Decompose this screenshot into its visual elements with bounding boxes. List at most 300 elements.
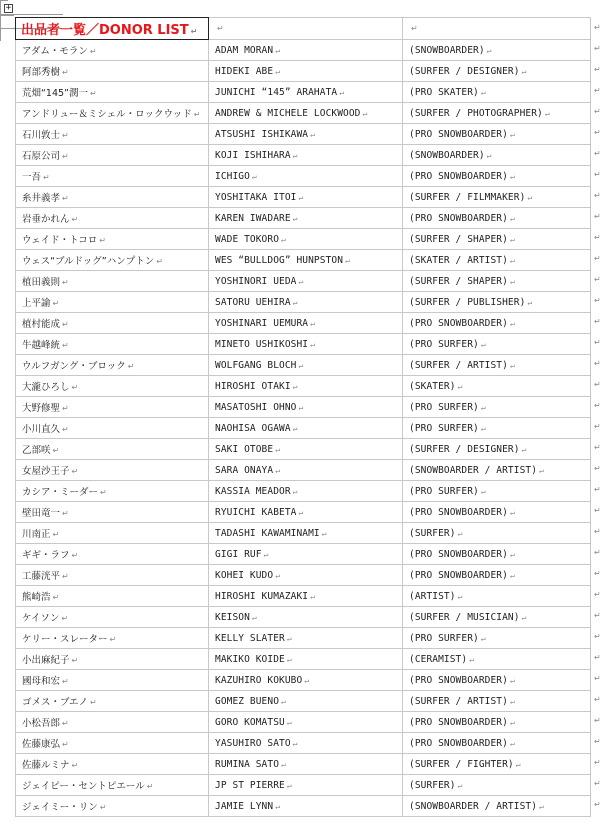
- donor-name-en-text: WES “BULLDOG” HUNPSTON: [215, 254, 344, 266]
- crop-mark-top-left: [0, 0, 8, 1]
- paragraph-mark-icon: ↵: [345, 255, 350, 265]
- donor-role-cell[interactable]: [403, 649, 591, 670]
- donor-name-jp-text: ゴメス・ブエノ: [22, 697, 89, 708]
- donor-name-en-cell[interactable]: [209, 586, 403, 607]
- donor-name-en-cell[interactable]: [209, 460, 403, 481]
- donor-role-cell[interactable]: [403, 250, 591, 271]
- donor-role-cell[interactable]: [403, 145, 591, 166]
- donor-role-cell[interactable]: [403, 670, 591, 691]
- donor-name-jp-text: 小出麻紀子: [22, 655, 70, 666]
- paragraph-mark-icon: ↵: [286, 717, 292, 727]
- donor-name-en-cell[interactable]: [209, 334, 403, 355]
- donor-role-text: (PRO SNOWBOARDER): [409, 212, 508, 224]
- paragraph-mark-icon: ↵: [310, 591, 316, 601]
- donor-name-jp-cell[interactable]: [16, 439, 209, 460]
- donor-role-text: (PRO SKATER): [409, 86, 479, 98]
- donor-role-cell[interactable]: [403, 229, 591, 250]
- row-end-mark-icon: ↵: [594, 611, 601, 620]
- paragraph-mark-icon: ↵: [509, 507, 515, 517]
- donor-role-cell[interactable]: [403, 418, 591, 439]
- donor-name-en-text: ANDREW & MICHELE LOCKWOOD: [215, 107, 361, 119]
- paragraph-mark-icon: ↵: [509, 171, 515, 181]
- table-row: [16, 418, 591, 439]
- donor-role-cell[interactable]: [403, 397, 591, 418]
- paragraph-mark-icon: ↵: [71, 215, 79, 224]
- donor-name-jp-text: 川南正: [22, 529, 51, 540]
- donor-name-en-text: WADE TOKORO: [215, 233, 280, 245]
- donor-name-en-text: KAZUHIRO KOKUBO: [215, 674, 303, 686]
- donor-name-en-text: GIGI RUF: [215, 548, 262, 560]
- donor-name-jp-cell[interactable]: [16, 61, 209, 82]
- paragraph-mark-icon: ↵: [71, 761, 79, 770]
- paragraph-mark-icon: ↵: [521, 66, 527, 76]
- paragraph-mark-icon: ↵: [62, 131, 69, 140]
- donor-name-en-text: MINETO USHIKOSHI: [215, 338, 309, 350]
- donor-name-jp-cell[interactable]: [16, 229, 209, 250]
- paragraph-mark-icon: ↵: [480, 402, 486, 412]
- donor-name-en-cell[interactable]: [209, 166, 403, 187]
- donor-name-jp-text: 乙部咲: [22, 445, 51, 456]
- donor-name-en-cell[interactable]: [209, 418, 403, 439]
- donor-role-cell[interactable]: [403, 208, 591, 229]
- paragraph-mark-icon: ↵: [292, 297, 298, 307]
- table-row: [16, 166, 591, 187]
- donor-name-jp-cell[interactable]: [16, 565, 209, 586]
- donor-name-en-text: KOHEI KUDO: [215, 569, 274, 581]
- table-row: [16, 628, 591, 649]
- donor-name-en-cell[interactable]: [209, 355, 403, 376]
- table-move-handle-icon[interactable]: +: [5, 3, 12, 13]
- row-end-mark-icon: ↵: [594, 422, 601, 431]
- donor-name-jp-cell[interactable]: [16, 418, 209, 439]
- donor-name-jp-cell[interactable]: [16, 628, 209, 649]
- paragraph-mark-icon: ↵: [62, 404, 69, 413]
- donor-name-jp-text: 佐藤康弘: [22, 739, 61, 750]
- donor-role-cell[interactable]: [403, 796, 591, 817]
- donor-name-jp-cell[interactable]: [16, 166, 209, 187]
- donor-role-cell[interactable]: [403, 481, 591, 502]
- donor-name-jp-text: アダム・モラン: [22, 46, 88, 57]
- donor-name-jp-text: ギギ・ラフ: [22, 550, 70, 561]
- donor-name-jp-cell[interactable]: [16, 82, 209, 103]
- donor-name-jp-cell[interactable]: [16, 607, 209, 628]
- donor-name-en-cell[interactable]: [209, 250, 403, 271]
- donor-name-en-text: WOLFGANG BLOCH: [215, 359, 297, 371]
- donor-name-jp-text: 大瀧ひろし: [22, 382, 70, 393]
- donor-role-cell[interactable]: [403, 565, 591, 586]
- donor-role-text: (PRO SURFER): [409, 338, 479, 350]
- donor-table-body: [16, 18, 591, 817]
- row-end-mark-icon: ↵: [594, 548, 601, 557]
- donor-name-en-cell[interactable]: [209, 229, 403, 250]
- paragraph-mark-icon: ↵: [509, 738, 515, 748]
- table-row: [16, 796, 591, 817]
- donor-name-en-text: YOSHINARI UEMURA: [215, 317, 309, 329]
- donor-role-text: (SURFER / FILMMAKER): [409, 191, 526, 203]
- row-end-mark-icon: ↵: [594, 233, 601, 242]
- paragraph-mark-icon: ↵: [509, 255, 515, 265]
- paragraph-mark-icon: ↵: [263, 549, 269, 559]
- donor-role-cell[interactable]: [403, 775, 591, 796]
- donor-name-en-cell[interactable]: [209, 103, 403, 124]
- donor-name-jp-cell[interactable]: [16, 313, 209, 334]
- donor-name-jp-text: ジェイミー・リン: [22, 802, 98, 813]
- donor-role-cell[interactable]: [403, 502, 591, 523]
- paragraph-mark-icon: ↵: [281, 234, 286, 244]
- donor-name-en-cell[interactable]: [209, 544, 403, 565]
- donor-name-en-cell[interactable]: [209, 502, 403, 523]
- paragraph-mark-icon: ↵: [190, 27, 198, 36]
- donor-name-en-cell[interactable]: [209, 670, 403, 691]
- donor-name-en-text: KEISON: [215, 611, 250, 623]
- donor-name-en-cell[interactable]: [209, 691, 403, 712]
- donor-name-jp-cell[interactable]: [16, 691, 209, 712]
- donor-name-jp-cell[interactable]: [16, 649, 209, 670]
- donor-name-en-text: KASSIA MEADOR: [215, 485, 291, 497]
- paragraph-mark-icon: ↵: [286, 654, 292, 664]
- donor-name-jp-text: カシア・ミーダー: [22, 487, 99, 498]
- paragraph-mark-icon: ↵: [515, 759, 521, 769]
- donor-role-cell[interactable]: [403, 712, 591, 733]
- paragraph-mark-icon: ↵: [298, 507, 304, 517]
- donor-name-en-cell[interactable]: [209, 607, 403, 628]
- donor-name-en-cell[interactable]: [209, 712, 403, 733]
- donor-name-en-cell[interactable]: [209, 775, 403, 796]
- donor-role-cell[interactable]: [403, 166, 591, 187]
- donor-role-text: (PRO SNOWBOARDER): [409, 317, 508, 329]
- paragraph-mark-icon: ↵: [509, 549, 515, 559]
- donor-name-jp-cell[interactable]: [16, 586, 209, 607]
- donor-role-text: (SURFER): [409, 779, 456, 791]
- donor-name-jp-cell[interactable]: [16, 187, 209, 208]
- paragraph-mark-icon: ↵: [89, 47, 97, 56]
- paragraph-mark-icon: ↵: [509, 675, 515, 685]
- donor-name-jp-text: 阿部秀樹: [22, 67, 61, 78]
- donor-name-en-text: RUMINA SATO: [215, 758, 280, 770]
- paragraph-mark-icon: ↵: [298, 402, 304, 412]
- donor-role-cell[interactable]: [403, 334, 591, 355]
- paragraph-mark-icon: ↵: [539, 465, 544, 475]
- table-row: [16, 229, 591, 250]
- table-row: [16, 187, 591, 208]
- donor-name-jp-text: 上平諭: [22, 298, 51, 309]
- row-end-mark-icon: ↵: [594, 107, 601, 116]
- row-end-mark-icon: ↵: [594, 443, 601, 452]
- donor-role-text: (PRO SURFER): [409, 422, 479, 434]
- donor-role-text: (PRO SURFER): [409, 401, 479, 413]
- table-row: [16, 733, 591, 754]
- table-row: [16, 565, 591, 586]
- donor-role-cell[interactable]: [403, 82, 591, 103]
- paragraph-mark-icon: ↵: [275, 465, 281, 475]
- donor-role-cell[interactable]: [403, 544, 591, 565]
- donor-name-jp-text: 佐藤ルミナ: [22, 760, 70, 771]
- paragraph-mark-icon: ↵: [509, 696, 515, 706]
- donor-role-text: (SURFER / DESIGNER): [409, 65, 520, 77]
- table-row: [16, 292, 591, 313]
- donor-name-jp-cell[interactable]: [16, 523, 209, 544]
- donor-name-jp-cell[interactable]: [16, 796, 209, 817]
- donor-name-jp-text: ケリー・スレーター: [22, 634, 108, 645]
- paragraph-mark-icon: ↵: [304, 675, 310, 685]
- paragraph-mark-icon: ↵: [298, 276, 304, 286]
- paragraph-mark-icon: ↵: [275, 45, 281, 55]
- donor-name-en-cell[interactable]: [209, 271, 403, 292]
- donor-name-jp-text: 一吾: [22, 172, 42, 183]
- donor-role-text: (PRO SNOWBOARDER): [409, 506, 508, 518]
- donor-name-en-text: HIROSHI OTAKI: [215, 380, 291, 392]
- donor-role-cell[interactable]: [403, 313, 591, 334]
- paragraph-mark-icon: ↵: [62, 425, 69, 434]
- table-row: [16, 691, 591, 712]
- donor-name-jp-text: ジェイピー・セントピエール: [22, 781, 145, 792]
- donor-role-text: (SURFER / DESIGNER): [409, 443, 520, 455]
- donor-name-en-cell[interactable]: [209, 481, 403, 502]
- paragraph-mark-icon: ↵: [521, 444, 527, 454]
- paragraph-mark-icon: ↵: [310, 129, 316, 139]
- paragraph-mark-icon: ↵: [286, 780, 292, 790]
- donor-name-en-cell[interactable]: [209, 397, 403, 418]
- table-row: [16, 754, 591, 775]
- donor-role-cell[interactable]: [403, 586, 591, 607]
- donor-name-jp-text: 牛越峰統: [22, 340, 61, 351]
- row-end-mark-icon: ↵: [594, 758, 601, 767]
- paragraph-mark-icon: ↵: [298, 192, 304, 202]
- donor-name-en-cell[interactable]: [209, 523, 403, 544]
- table-row: [16, 376, 591, 397]
- donor-role-cell[interactable]: [403, 733, 591, 754]
- header-cell-2[interactable]: [209, 18, 403, 40]
- donor-role-cell[interactable]: [403, 460, 591, 481]
- donor-name-jp-cell[interactable]: [16, 124, 209, 145]
- donor-name-jp-cell[interactable]: [16, 397, 209, 418]
- paragraph-mark-icon: ↵: [411, 24, 418, 33]
- donor-name-en-cell[interactable]: [209, 145, 403, 166]
- donor-role-cell[interactable]: [403, 376, 591, 397]
- donor-name-en-cell[interactable]: [209, 82, 403, 103]
- paragraph-mark-icon: ↵: [509, 318, 515, 328]
- donor-name-en-text: ATSUSHI ISHIKAWA: [215, 128, 309, 140]
- table-row: [16, 460, 591, 481]
- donor-role-cell[interactable]: [403, 271, 591, 292]
- donor-name-jp-text: 國母和宏: [22, 676, 61, 687]
- donor-name-jp-text: 岩垂かれん: [22, 214, 70, 225]
- donor-name-jp-text: 壁田竜一: [22, 508, 61, 519]
- donor-name-en-cell[interactable]: [209, 124, 403, 145]
- donor-name-en-text: SATORU UEHIRA: [215, 296, 291, 308]
- paragraph-mark-icon: ↵: [217, 24, 224, 33]
- row-end-mark-icon: ↵: [594, 296, 601, 305]
- donor-role-cell[interactable]: [403, 628, 591, 649]
- donor-name-jp-cell[interactable]: [16, 208, 209, 229]
- donor-name-en-cell[interactable]: [209, 376, 403, 397]
- paragraph-mark-icon: ↵: [486, 150, 492, 160]
- donor-role-cell[interactable]: [403, 187, 591, 208]
- donor-name-jp-text: 女屋沙王子: [22, 466, 70, 477]
- paragraph-mark-icon: ↵: [509, 234, 515, 244]
- donor-name-en-text: ICHIGO: [215, 170, 250, 182]
- donor-role-text: (PRO SNOWBOARDER): [409, 737, 508, 749]
- table-row: [16, 271, 591, 292]
- donor-name-en-text: JAMIE LYNN: [215, 800, 274, 812]
- paragraph-mark-icon: ↵: [109, 635, 117, 644]
- row-end-mark-icon: ↵: [594, 674, 601, 683]
- paragraph-mark-icon: ↵: [62, 68, 69, 77]
- paragraph-mark-icon: ↵: [292, 150, 298, 160]
- row-end-mark-icon: ↵: [594, 212, 601, 221]
- donor-name-jp-cell[interactable]: [16, 334, 209, 355]
- row-end-mark-icon: ↵: [594, 527, 601, 536]
- donor-name-en-cell[interactable]: [209, 40, 403, 61]
- paragraph-mark-icon: ↵: [281, 759, 286, 769]
- row-end-mark-icon: ↵: [594, 464, 601, 473]
- donor-name-en-text: ADAM MORAN: [215, 44, 274, 56]
- donor-name-jp-cell[interactable]: [16, 292, 209, 313]
- table-row: [16, 40, 591, 61]
- donor-name-jp-cell[interactable]: [16, 670, 209, 691]
- paragraph-mark-icon: ↵: [52, 593, 60, 602]
- donor-name-jp-text: 糸井義孝: [22, 193, 61, 204]
- paragraph-mark-icon: ↵: [127, 362, 135, 371]
- row-end-mark-icon: ↵: [594, 590, 601, 599]
- table-row: [16, 523, 591, 544]
- donor-role-text: (SKATER / ARTIST): [409, 254, 508, 266]
- donor-name-en-text: KOJI ISHIHARA: [215, 149, 291, 161]
- donor-role-cell[interactable]: [403, 754, 591, 775]
- row-end-mark-icon: ↵: [594, 569, 601, 578]
- table-row: [16, 103, 591, 124]
- paragraph-mark-icon: ↵: [527, 192, 533, 202]
- paragraph-mark-icon: ↵: [480, 87, 486, 97]
- paragraph-mark-icon: ↵: [480, 339, 486, 349]
- paragraph-mark-icon: ↵: [509, 570, 515, 580]
- donor-name-en-cell[interactable]: [209, 754, 403, 775]
- row-end-mark-icon: ↵: [594, 779, 601, 788]
- paragraph-mark-icon: ↵: [146, 782, 154, 791]
- donor-role-text: (SURFER / SHAPER): [409, 275, 508, 287]
- donor-role-cell[interactable]: [403, 691, 591, 712]
- donor-name-en-cell[interactable]: [209, 313, 403, 334]
- table-title-cell[interactable]: [16, 18, 209, 40]
- paragraph-mark-icon: ↵: [71, 383, 79, 392]
- row-end-mark-icon: ↵: [594, 65, 601, 74]
- donor-role-cell[interactable]: [403, 61, 591, 82]
- donor-role-cell[interactable]: [403, 523, 591, 544]
- donor-name-en-cell[interactable]: [209, 565, 403, 586]
- donor-name-jp-text: ウェイド・トコロ: [22, 235, 98, 246]
- paragraph-mark-icon: ↵: [61, 614, 69, 623]
- donor-name-en-cell[interactable]: [209, 628, 403, 649]
- donor-name-en-cell[interactable]: [209, 439, 403, 460]
- donor-name-jp-cell[interactable]: [16, 733, 209, 754]
- donor-role-cell[interactable]: [403, 607, 591, 628]
- donor-role-cell[interactable]: [403, 103, 591, 124]
- table-row: [16, 607, 591, 628]
- paragraph-mark-icon: ↵: [62, 194, 69, 203]
- donor-name-en-text: SARA ONAYA: [215, 464, 274, 476]
- donor-name-en-text: YASUHIRO SATO: [215, 737, 291, 749]
- paragraph-mark-icon: ↵: [486, 45, 492, 55]
- donor-name-en-cell[interactable]: [209, 208, 403, 229]
- donor-role-text: (SURFER / ARTIST): [409, 359, 508, 371]
- paragraph-mark-icon: ↵: [193, 110, 201, 119]
- table-row: [16, 208, 591, 229]
- donor-role-text: (PRO SURFER): [409, 485, 479, 497]
- table-row: [16, 502, 591, 523]
- donor-name-jp-cell[interactable]: [16, 502, 209, 523]
- donor-name-en-text: GORO KOMATSU: [215, 716, 285, 728]
- paragraph-mark-icon: ↵: [292, 213, 298, 223]
- donor-name-en-text: KAREN IWADARE: [215, 212, 291, 224]
- donor-name-jp-text: 小松吾郎: [22, 718, 61, 729]
- row-end-mark-icon: ↵: [594, 632, 601, 641]
- donor-name-en-text: YOSHITAKA ITOI: [215, 191, 297, 203]
- donor-name-jp-cell[interactable]: [16, 145, 209, 166]
- donor-name-en-cell[interactable]: [209, 61, 403, 82]
- paragraph-mark-icon: ↵: [90, 698, 97, 707]
- donor-role-cell[interactable]: [403, 355, 591, 376]
- row-end-mark-icon: ↵: [594, 401, 601, 410]
- donor-name-jp-text: 大野修聖: [22, 403, 61, 414]
- table-row: [16, 250, 591, 271]
- paragraph-mark-icon: ↵: [100, 488, 107, 497]
- donor-name-jp-cell[interactable]: [16, 544, 209, 565]
- donor-name-jp-cell[interactable]: [16, 376, 209, 397]
- row-end-mark-icon: ↵: [594, 170, 601, 179]
- donor-name-jp-cell[interactable]: [16, 271, 209, 292]
- donor-name-jp-cell[interactable]: [16, 775, 209, 796]
- paragraph-mark-icon: ↵: [509, 213, 515, 223]
- donor-name-en-cell[interactable]: [209, 187, 403, 208]
- donor-name-jp-text: アンドリュー＆ミシェル・ロックウッド: [22, 109, 192, 120]
- paragraph-mark-icon: ↵: [62, 677, 69, 686]
- donor-role-cell[interactable]: [403, 439, 591, 460]
- donor-name-jp-cell[interactable]: [16, 460, 209, 481]
- table-row: [16, 544, 591, 565]
- donor-name-jp-cell[interactable]: [16, 250, 209, 271]
- donor-name-jp-text: 小川直久: [22, 424, 61, 435]
- paragraph-mark-icon: ↵: [62, 740, 69, 749]
- donor-role-cell[interactable]: [403, 40, 591, 61]
- paragraph-mark-icon: ↵: [509, 276, 515, 286]
- donor-name-jp-cell[interactable]: [16, 481, 209, 502]
- header-cell-3[interactable]: [403, 18, 591, 40]
- donor-name-jp-cell[interactable]: [16, 712, 209, 733]
- donor-name-jp-cell[interactable]: [16, 355, 209, 376]
- donor-role-cell[interactable]: [403, 292, 591, 313]
- donor-name-en-cell[interactable]: [209, 292, 403, 313]
- donor-name-en-text: JP ST PIERRE: [215, 779, 285, 791]
- table-row: [16, 586, 591, 607]
- donor-name-jp-text: 熊崎浩: [22, 592, 51, 603]
- paragraph-mark-icon: ↵: [339, 87, 345, 97]
- donor-name-jp-text: 石川敦士: [22, 130, 61, 141]
- donor-name-jp-cell[interactable]: [16, 754, 209, 775]
- paragraph-mark-icon: ↵: [71, 551, 79, 560]
- donor-name-jp-text: 石原公司: [22, 151, 61, 162]
- donor-name-jp-cell[interactable]: [16, 40, 209, 61]
- table-row: [16, 670, 591, 691]
- donor-role-text: (SURFER / PUBLISHER): [409, 296, 526, 308]
- donor-role-cell[interactable]: [403, 124, 591, 145]
- donor-name-jp-cell[interactable]: [16, 103, 209, 124]
- donor-role-text: (SNOWBOARDER): [409, 149, 485, 161]
- donor-name-en-cell[interactable]: [209, 649, 403, 670]
- donor-name-en-cell[interactable]: [209, 733, 403, 754]
- paragraph-mark-icon: ↵: [275, 570, 281, 580]
- donor-role-text: (SURFER / FIGHTER): [409, 758, 514, 770]
- donor-name-en-cell[interactable]: [209, 796, 403, 817]
